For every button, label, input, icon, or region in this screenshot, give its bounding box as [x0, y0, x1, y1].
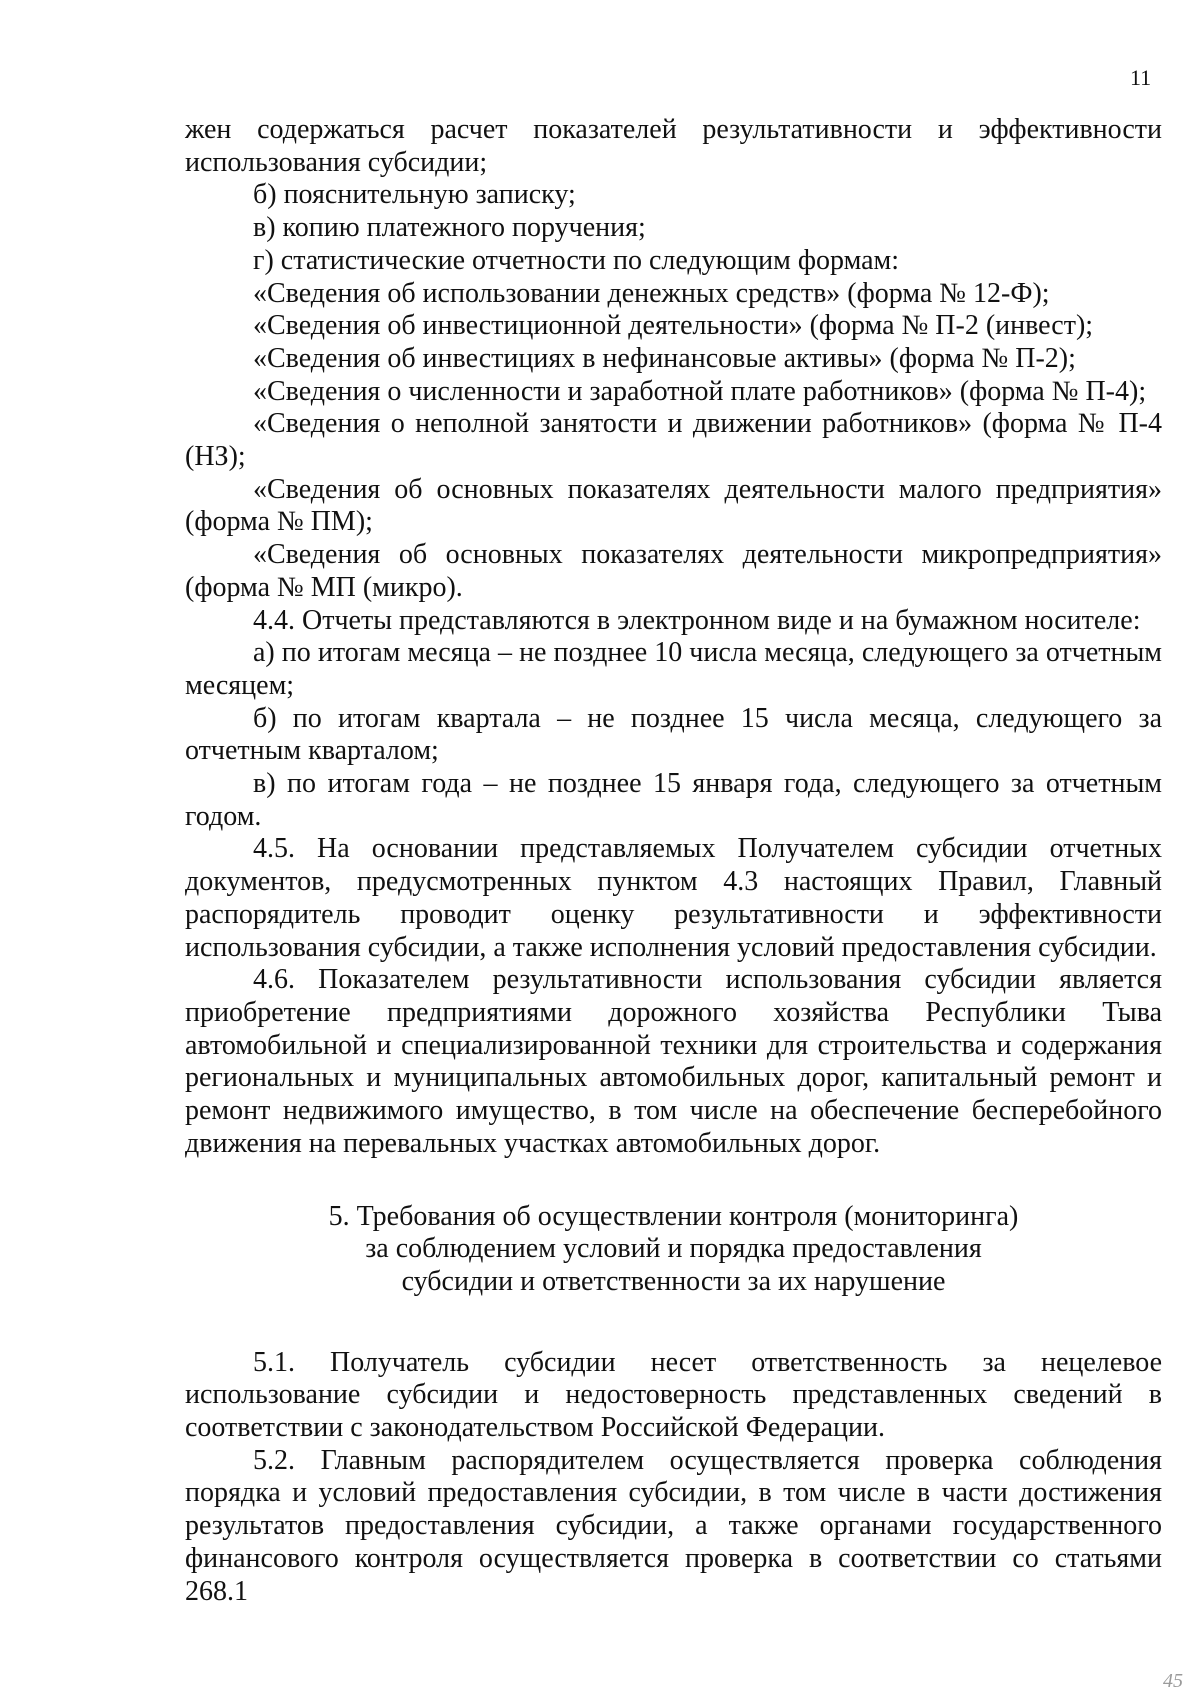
paragraph: 4.5. На основании представляемых Получателем субсидии отчетных документов, предусмотренных пунктом 4.3 настоящих Правил, Главный распорядитель проводит оценку результативности и эффективности использования субсидии, а также исполнения условий предоставления субсидии. — [185, 833, 1162, 963]
page-number: 11 — [1130, 65, 1152, 90]
section-5-body — [185, 1347, 1162, 1609]
paragraph: «Сведения об инвестиционной деятельности» (форма № П-2 (инвест); — [253, 310, 1094, 342]
paragraph: в) по итогам года – не позднее 15 января года, следующего за отчетным годом. — [185, 768, 1162, 832]
paragraph: б) по итогам квартала – не позднее 15 числа месяца, следующего за отчетным кварталом; — [185, 702, 1162, 767]
section-4-continuation — [185, 114, 1162, 1161]
paragraph: 5.1. Получатель субсидии несет ответственность за нецелевое использование субсидии и недостоверность представленных сведений в соответствии с законодательством Российской Федерации. — [185, 1346, 1162, 1444]
paragraph: б) пояснительную записку; — [253, 179, 576, 211]
paragraph: 4.6. Показателем результативности использования субсидии является приобретение предприятиями дорожного хозяйства Республики Тыва автомобильной и специализированной техники для строительства и содержания региональных и муниципальных автомобильных дорог, капитальный ремонт и ремонт недвижимого имущество, в том числе на обеспечение бесперебойного движения на перевальных участках автомобильных дорог. — [185, 964, 1162, 1159]
paragraph: жен содержаться расчет показателей результативности и эффективности использования субсидии; — [185, 114, 1162, 178]
sheet-number-mark: 45 — [1163, 1670, 1183, 1692]
section-5-heading — [185, 1201, 1162, 1299]
paragraph: в) копию платежного поручения; — [253, 212, 646, 244]
paragraph: «Сведения о неполной занятости и движении работников» (форма № П-4 (НЗ); — [185, 408, 1162, 473]
section-heading-line: 5. Требования об осуществлении контроля (мониторинга) — [328, 1200, 1019, 1232]
paragraph: 4.4. Отчеты представляются в электронном виде и на бумажном носителе: — [253, 604, 1141, 636]
paragraph: «Сведения об основных показателях деятельности микропредприятия» (форма № МП (микро). — [185, 539, 1162, 603]
section-heading-line: субсидии и ответственности за их нарушение — [401, 1265, 946, 1297]
paragraph: 5.2. Главным распорядителем осуществляется проверка соблюдения порядка и условий предоставления субсидии, в том числе в части достижения результатов предоставления субсидии, а также органами государственного финансового контроля осуществляется проверка в соответствии со статьями 268.1 — [185, 1444, 1162, 1607]
section-heading-line: за соблюдением условий и порядка предоставления — [365, 1233, 982, 1265]
paragraph: «Сведения о численности и заработной плате работников» (форма № П-4); — [253, 375, 1147, 407]
paragraph: г) статистические отчетности по следующим формам: — [253, 244, 900, 276]
paragraph: «Сведения об использовании денежных средств» (форма № 12-Ф); — [253, 277, 1050, 309]
paragraph: «Сведения об инвестициях в нефинансовые активы» (форма № П-2); — [253, 342, 1076, 374]
document-body — [185, 114, 1162, 1608]
paragraph: а) по итогам месяца – не позднее 10 числа месяца, следующего за отчетным месяцем; — [185, 637, 1162, 701]
paragraph: «Сведения об основных показателях деятельности малого предприятия» (форма № ПМ); — [185, 473, 1162, 538]
